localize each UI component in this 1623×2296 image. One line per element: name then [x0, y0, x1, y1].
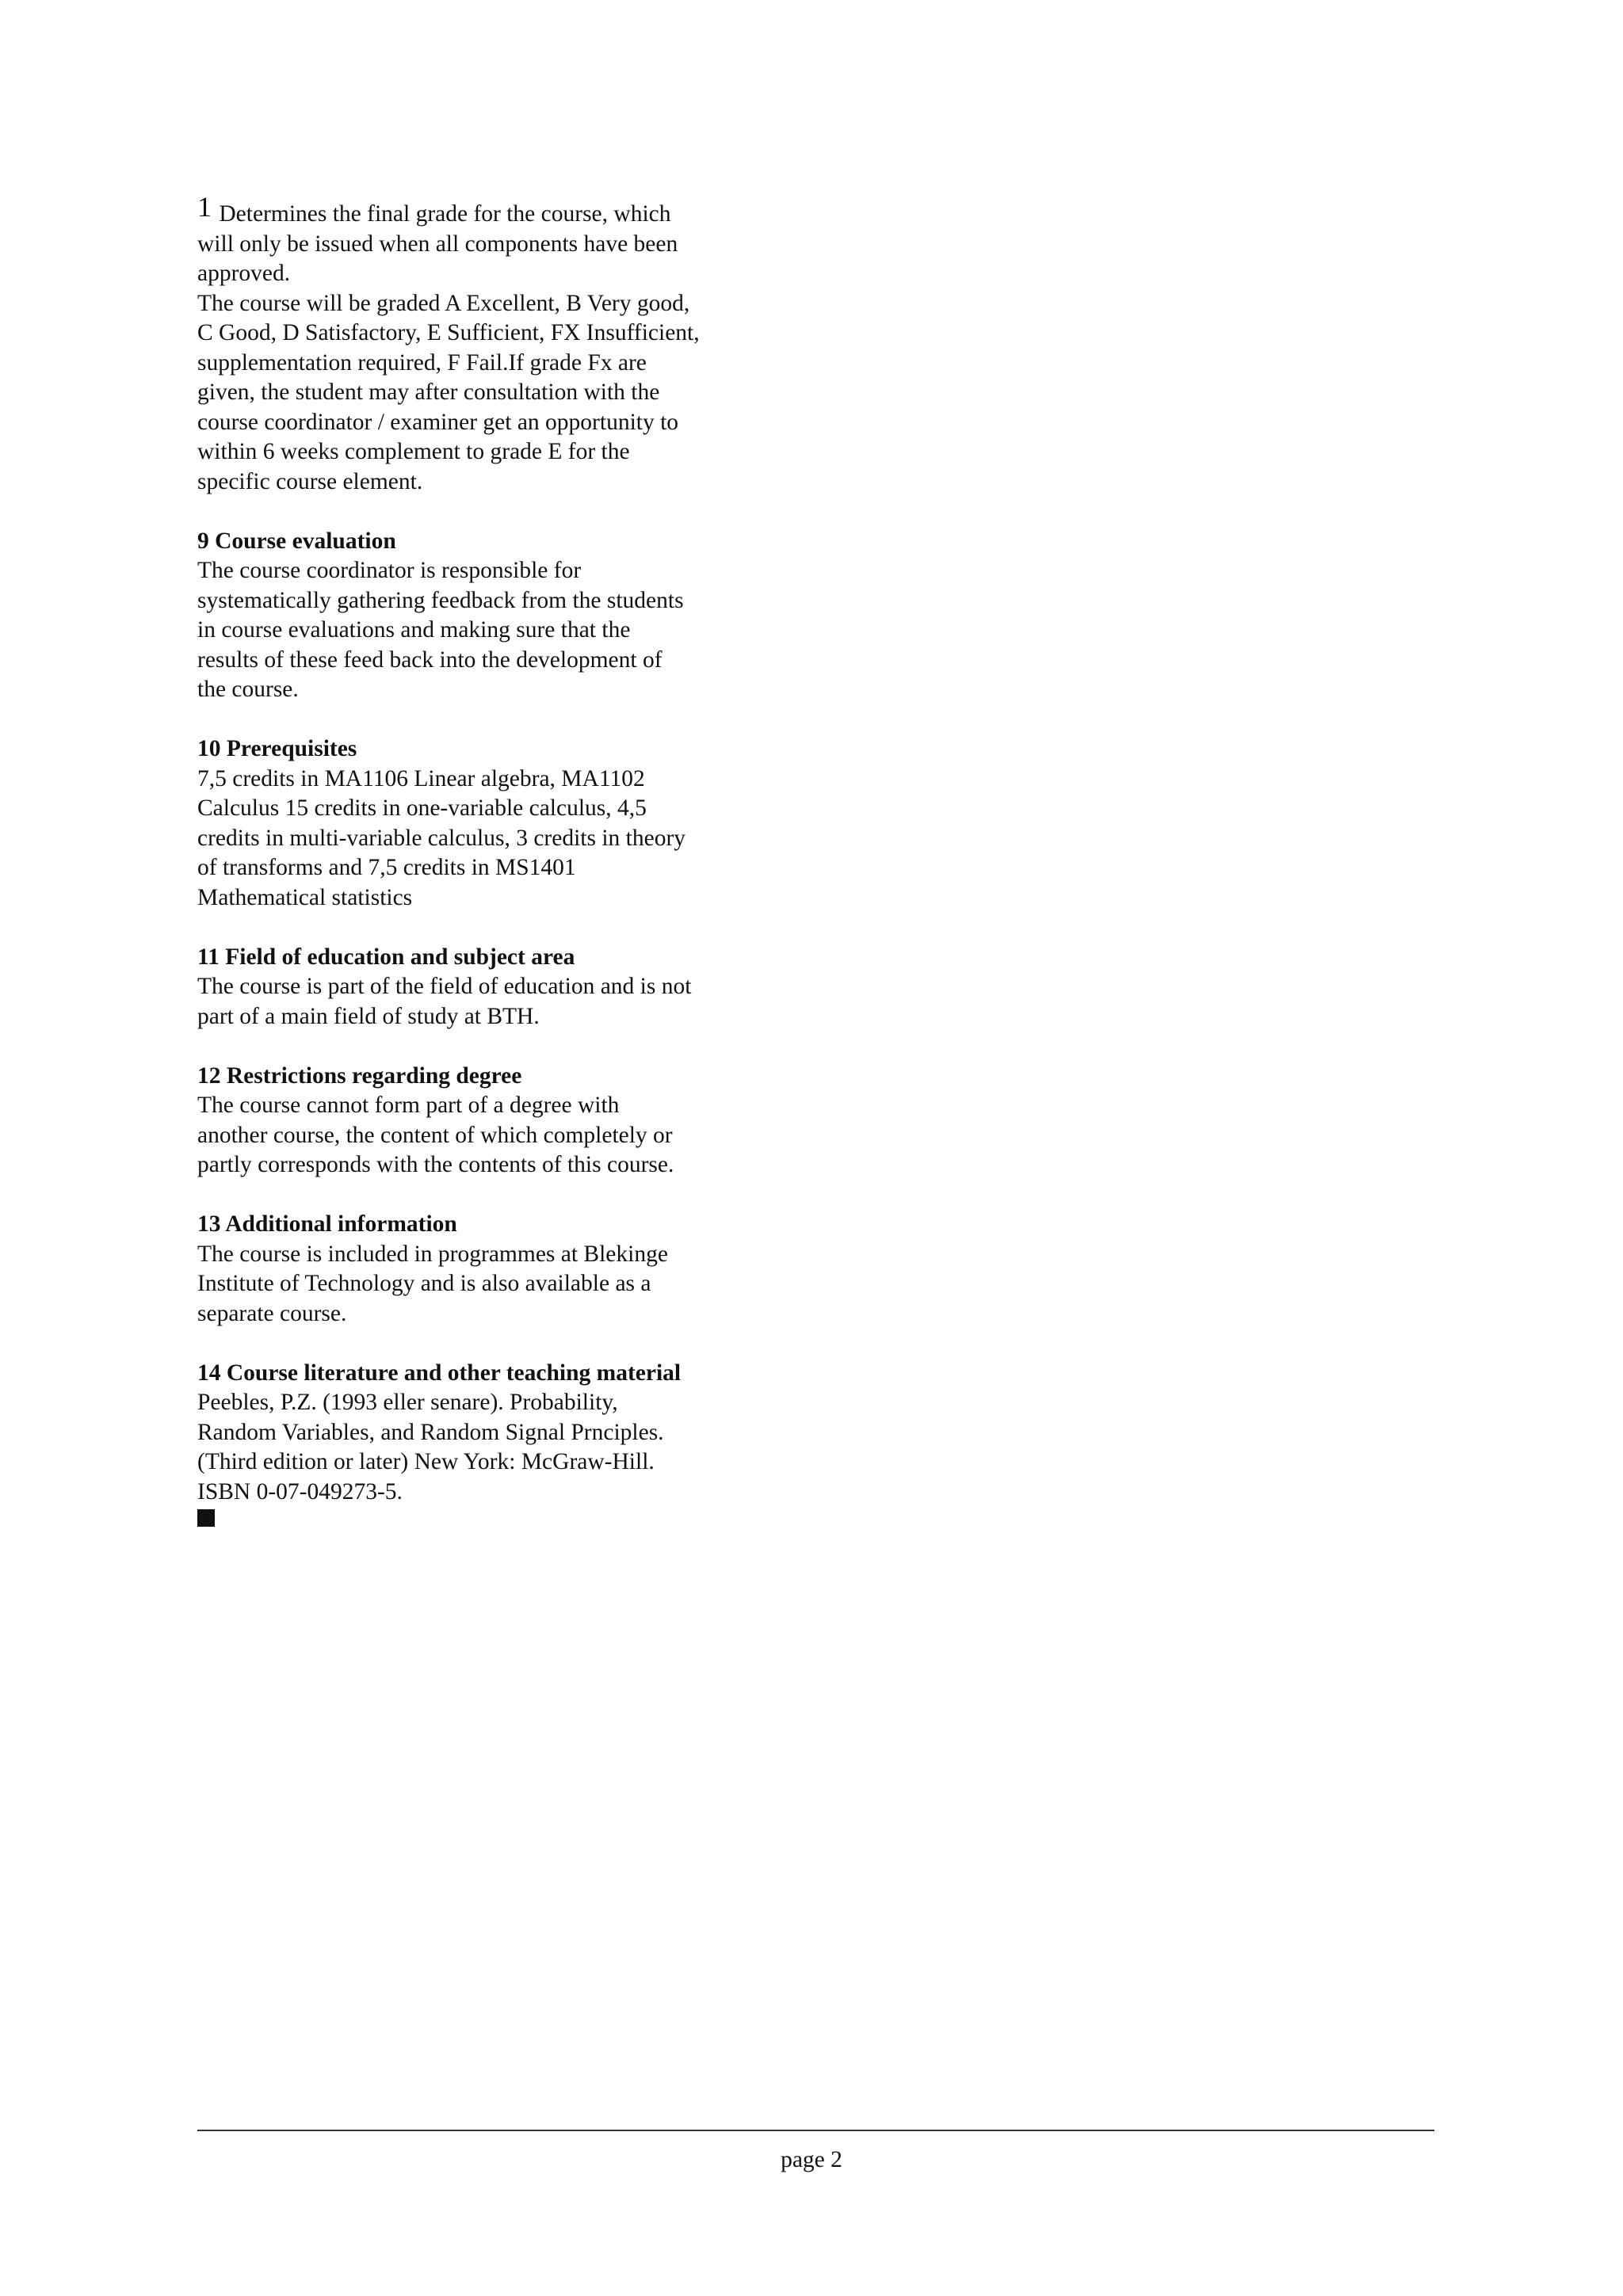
section-text: Peebles, P.Z. (1993 eller senare). Probability, Random Variables, and Random Signal Prnciples. (Third edition or later) New York: McGraw-Hill. ISBN 0-07-049273-5. — [197, 1390, 664, 1505]
section-prerequisites — [197, 734, 776, 913]
section-heading: 12 Restrictions regarding degree — [197, 1062, 522, 1089]
section-heading: 13 Additional information — [197, 1211, 457, 1237]
section-text: The course is included in programmes at Blekinge Institute of Technology and is also available as a separate course. — [197, 1241, 668, 1326]
section-heading: 9 Course evaluation — [197, 528, 396, 554]
section-heading: 10 Prerequisites — [197, 736, 357, 761]
section-field-of-education — [197, 943, 776, 1032]
section-heading: 11 Field of education and subject area — [197, 944, 575, 970]
section-text: The course cannot form part of a degree with another course, the content of which completely or partly corresponds with the contents of this course. — [197, 1093, 674, 1177]
section-course-literature — [197, 1359, 776, 1508]
section-text: The course coordinator is responsible for systematically gathering feedback from the students in course evaluations and making sure that the results of these feed back into the development of the course. — [197, 558, 684, 702]
section-degree-restrictions — [197, 1062, 776, 1180]
footnote-text: Determines the final grade for the course, which will only be issued when all components have been approved. The course will be graded A Excellent, B Very good, C Good, D Satisfactory, E Sufficient, FX Insufficient, supplementation required, F Fail.If grade Fx are given, the student may after consultation with the course coordinator / examiner get an opportunity to within 6 weeks complement to grade E for the specific course element. — [197, 201, 700, 494]
end-of-document-square-icon — [197, 1509, 215, 1527]
section-course-evaluation — [197, 527, 776, 705]
section-text: 7,5 credits in MA1106 Linear algebra, MA1102 Calculus 15 credits in one-variable calculus, 4,5 credits in multi-variable calculus, 3 credits in theory of transforms and 7,5 credits in MS1401 Mathematical statistics — [197, 765, 686, 910]
section-heading: 14 Course literature and other teaching material — [197, 1360, 682, 1386]
section-text: The course is part of the field of education and is not part of a main field of study at BTH. — [197, 974, 692, 1029]
footnote-marker: 1 — [197, 191, 212, 223]
footer-divider — [197, 2130, 1434, 2131]
grading-footnote — [197, 191, 776, 497]
section-additional-information — [197, 1210, 776, 1329]
document-body — [197, 191, 776, 1527]
page-number: page 2 — [781, 2147, 842, 2172]
